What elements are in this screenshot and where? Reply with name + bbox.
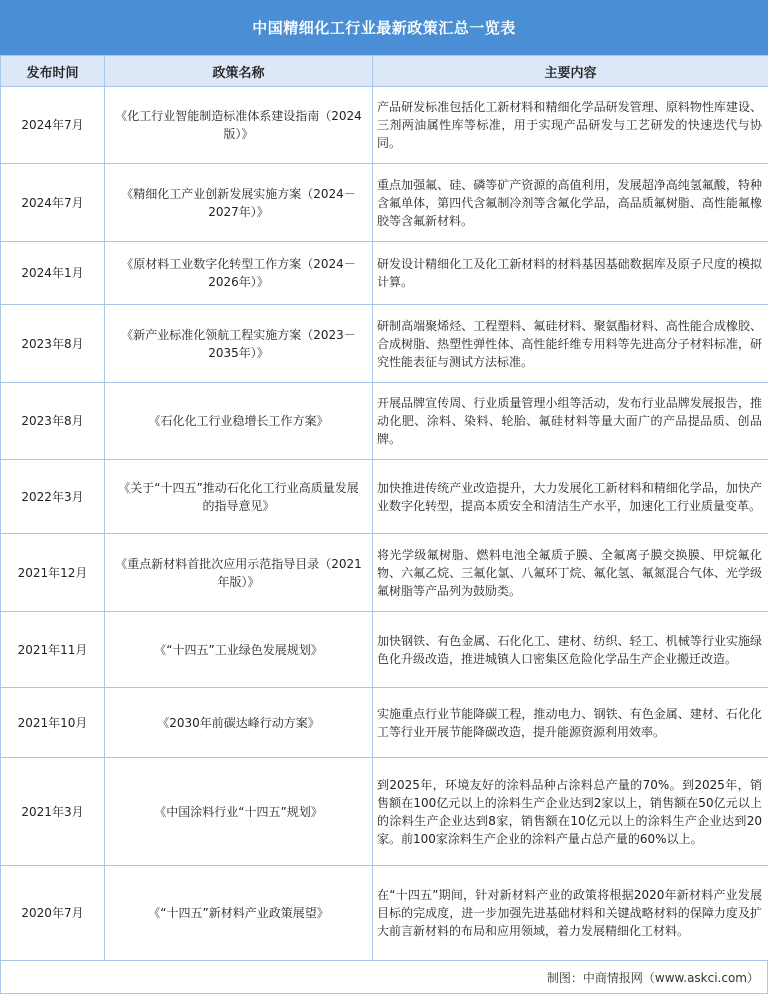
row-date: 2023年8月 <box>1 383 105 460</box>
row-content: 研发设计精细化工及化工新材料的材料基因基础数据库及原子尺度的模拟计算。 <box>373 242 768 305</box>
source-credit: 制图：中商情报网（www.askci.com） <box>0 961 768 994</box>
row-date: 2024年7月 <box>1 87 105 164</box>
table-row <box>1 305 768 383</box>
row-policy-name: 《“十四五”新材料产业政策展望》 <box>105 866 373 961</box>
row-content: 开展品牌宣传周、行业质量管理小组等活动，发布行业品牌发展报告，推动化肥、涂料、染料、轮胎、氟硅材料等量大面广的产品提品质、创品牌。 <box>373 383 768 460</box>
page-title: 中国精细化工行业最新政策汇总一览表 <box>0 0 768 55</box>
policy-table <box>0 55 768 961</box>
row-policy-name: 《“十四五”工业绿色发展规划》 <box>105 612 373 688</box>
table-row <box>1 612 768 688</box>
row-date: 2021年12月 <box>1 534 105 612</box>
row-policy-name: 《中国涂料行业“十四五”规划》 <box>105 758 373 866</box>
row-policy-name: 《石化化工行业稳增长工作方案》 <box>105 383 373 460</box>
row-policy-name: 《原材料工业数字化转型工作方案（2024－2026年）》 <box>105 242 373 305</box>
header-policy-name: 政策名称 <box>105 56 373 87</box>
row-date: 2023年8月 <box>1 305 105 383</box>
table-header-row <box>1 56 768 87</box>
row-date: 2020年7月 <box>1 866 105 961</box>
row-content: 到2025年，环境友好的涂料品种占涂料总产量的70%。到2025年，销售额在100亿元以上的涂料生产企业达到2家以上，销售额在50亿元以上的涂料生产企业达到8家，销售额在10亿元以上的涂料生产企业达到20家。前100家涂料生产企业的涂料产量占总产量的60%以上。 <box>373 758 768 866</box>
row-content: 加快推进传统产业改造提升，大力发展化工新材料和精细化学品，加快产业数字化转型，提高本质安全和清洁生产水平，加速化工行业质量变革。 <box>373 460 768 534</box>
table-row <box>1 242 768 305</box>
table-row <box>1 383 768 460</box>
row-content: 实施重点行业节能降碳工程，推动电力、钢铁、有色金属、建材、石化化工等行业开展节能降碳改造，提升能源资源利用效率。 <box>373 688 768 758</box>
table-row <box>1 758 768 866</box>
row-content: 加快钢铁、有色金属、石化化工、建材、纺织、轻工、机械等行业实施绿色化升级改造，推进城镇人口密集区危险化学品生产企业搬迁改造。 <box>373 612 768 688</box>
table-row <box>1 164 768 242</box>
table-row <box>1 688 768 758</box>
table-row <box>1 534 768 612</box>
row-date: 2024年7月 <box>1 164 105 242</box>
row-content: 在“十四五”期间，针对新材料产业的政策将根据2020年新材料产业发展目标的完成度，进一步加强先进基础材料和关键战略材料的保障力度及扩大前言新材料的布局和应用领域，着力发展精细化工材料。 <box>373 866 768 961</box>
row-policy-name: 《关于“十四五”推动石化化工行业高质量发展的指导意见》 <box>105 460 373 534</box>
header-date: 发布时间 <box>1 56 105 87</box>
row-policy-name: 《2030年前碳达峰行动方案》 <box>105 688 373 758</box>
row-content: 研制高端聚烯烃、工程塑料、氟硅材料、聚氨酯材料、高性能合成橡胶、合成树脂、热塑性弹性体、高性能纤维专用料等先进高分子材料标准，研究性能表征与测试方法标准。 <box>373 305 768 383</box>
row-date: 2021年3月 <box>1 758 105 866</box>
row-content: 产品研发标准包括化工新材料和精细化学品研发管理、原料物性库建设、三剂两油属性库等标准，用于实现产品研发与工艺研发的快速迭代与协同。 <box>373 87 768 164</box>
row-policy-name: 《重点新材料首批次应用示范指导目录（2021年版）》 <box>105 534 373 612</box>
row-policy-name: 《新产业标准化领航工程实施方案（2023－2035年）》 <box>105 305 373 383</box>
row-date: 2024年1月 <box>1 242 105 305</box>
row-date: 2021年10月 <box>1 688 105 758</box>
row-date: 2021年11月 <box>1 612 105 688</box>
table-row <box>1 866 768 961</box>
row-date: 2022年3月 <box>1 460 105 534</box>
row-content: 重点加强氟、硅、磷等矿产资源的高值利用，发展超净高纯氢氟酸，特种含氟单体，第四代含氟制冷剂等含氟化学品，高品质氟树脂、高性能氟橡胶等含氟新材料。 <box>373 164 768 242</box>
header-content: 主要内容 <box>373 56 768 87</box>
row-policy-name: 《精细化工产业创新发展实施方案（2024－2027年）》 <box>105 164 373 242</box>
row-policy-name: 《化工行业智能制造标准体系建设指南（2024版）》 <box>105 87 373 164</box>
row-content: 将光学级氟树脂、燃料电池全氟质子膜、全氟离子膜交换膜、甲烷氟化物、六氟乙烷、三氟化氯、八氟环丁烷、氟化氢、氟氮混合气体、光学级氟树脂等产品列为鼓励类。 <box>373 534 768 612</box>
table-row <box>1 87 768 164</box>
table-row <box>1 460 768 534</box>
